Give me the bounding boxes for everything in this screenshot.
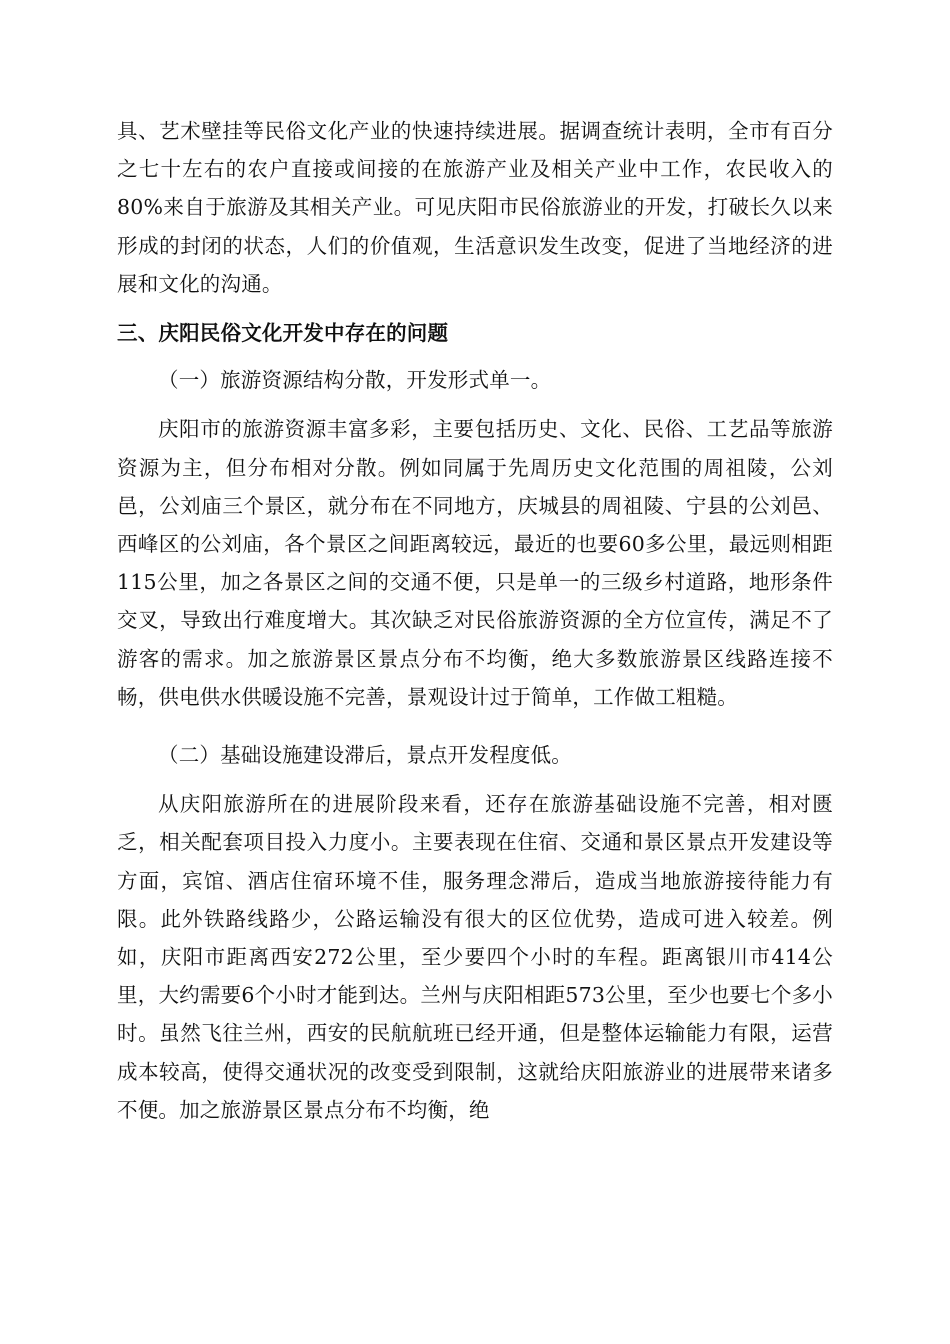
paragraph-continuation: 具、艺术壁挂等民俗文化产业的快速持续进展。据调查统计表明，全市有百分之七十左右的农户直接或间接的在旅游产业及相关产业中工作，农民收入的80%来自于旅游及其相关产业。可见庆阳市民俗旅游业的开发，打破长久以来形成的封闭的状态，人们的价值观，生活意识发生改变，促进了当地经济的进展和文化的沟通。	[117, 119, 833, 296]
paragraph-resources: 庆阳市的旅游资源丰富多彩，主要包括历史、文化、民俗、工艺品等旅游资源为主，但分布相对分散。例如同属于先周历史文化范围的周祖陵，公刘邑，公刘庙三个景区，就分布在不同地方，庆城县的周祖陵、宁县的公刘邑、西峰区的公刘庙，各个景区之间距离较远，最近的也要60多公里，最远则相距115公里，加之各景区之间的交通不便，只是单一的三级乡村道路，地形条件交叉，导致出行难度增大。其次缺乏对民俗旅游资源的全方位宣传，满足不了游客的需求。加之旅游景区景点分布不均衡，绝大多数旅游景区线路连接不畅，供电供水供暖设施不完善，景观设计过于简单，工作做工粗糙。	[117, 417, 833, 709]
paragraph-spacer	[117, 716, 833, 727]
section-heading: 三、庆阳民俗文化开发中存在的问题	[117, 321, 449, 346]
subsection-title-2: （二）基础设施建设滞后，景点开发程度低。	[158, 743, 572, 768]
paragraph-infrastructure: 从庆阳旅游所在的进展阶段来看，还存在旅游基础设施不完善，相对匮乏，相关配套项目投入力度小。主要表现在住宿、交通和景区景点开发建设等方面，宾馆、酒店住宿环境不佳，服务理念滞后，造成当地旅游接待能力有限。此外铁路线路少，公路运输没有很大的区位优势，造成可进入较差。例如，庆阳市距离西安272公里，至少要四个小时的车程。距离银川市414公里，大约需要6个小时才能到达。兰州与庆阳相距573公里，至少也要七个多小时。虽然飞往兰州，西安的民航航班已经开通，但是整体运输能力有限，运营成本较高，使得交通状况的改变受到限制，这就给庆阳旅游业的进展带来诸多不便。加之旅游景区景点分布不均衡，绝	[117, 792, 833, 1122]
subsection-title-1: （一）旅游资源结构分散，开发形式单一。	[158, 368, 552, 393]
document-body	[117, 112, 833, 1129]
